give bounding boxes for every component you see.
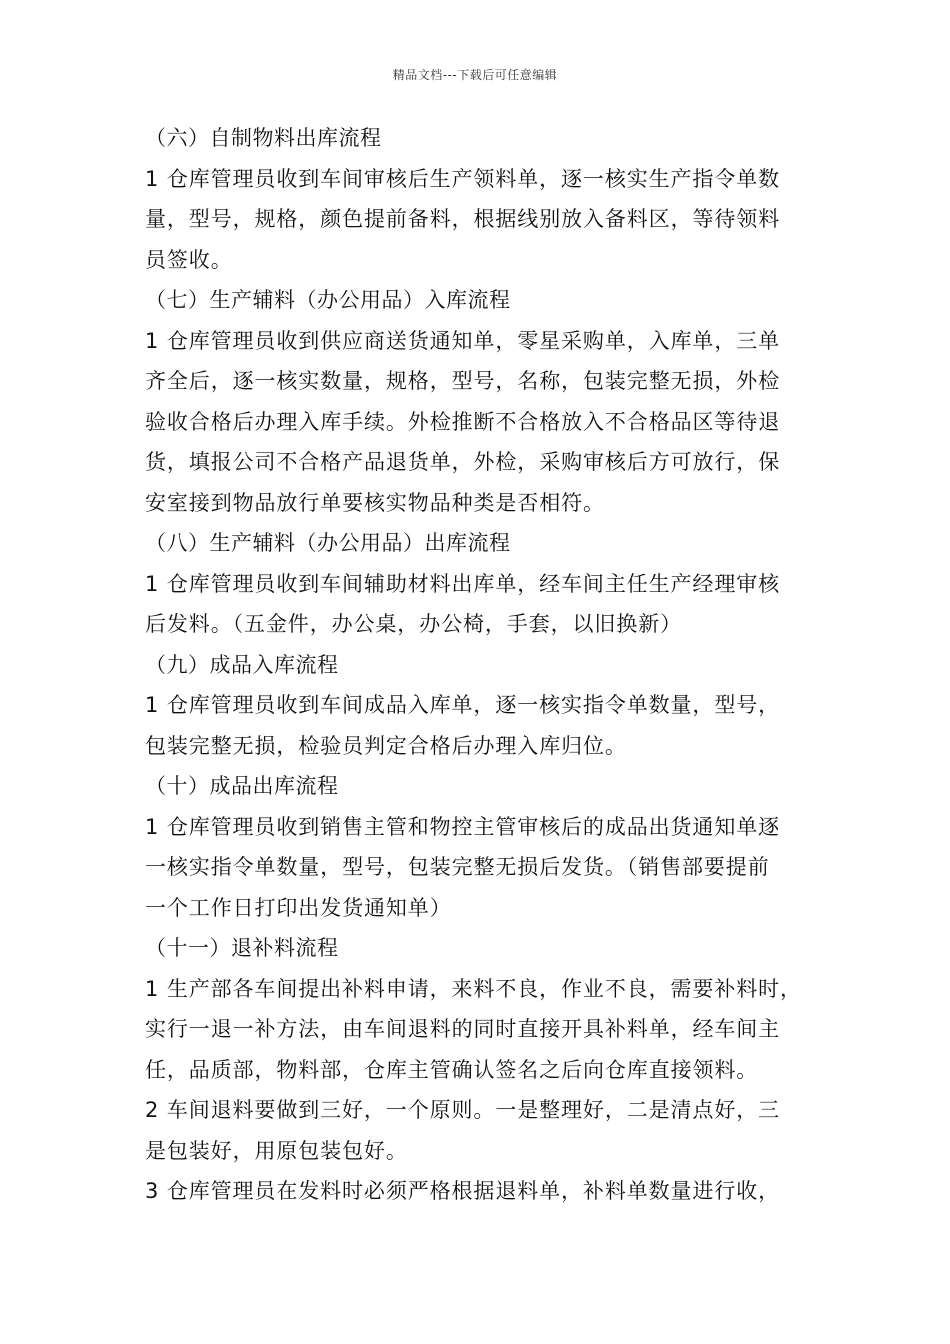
paragraph-line: 一个工作日打印出发货通知单） [145, 895, 452, 920]
paragraph-line: 包装完整无损，检验员判定合格后办理入库归位。 [145, 733, 627, 758]
paragraph-line: 货，填报公司不合格产品退货单，外检，采购审核后方可放行，保 [145, 450, 781, 474]
paragraph-line: 任，品质部，物料部，仓库主管确认签名之后向仓库直接领料。 [145, 1057, 759, 1082]
section-heading: （八）生产辅料（办公用品）出库流程 [145, 531, 511, 555]
paragraph-line: 1 生产部各车间提出补料申请，来料不良，作业不良，需要补料时， [145, 976, 802, 1001]
section-heading: （十）成品出库流程 [145, 774, 339, 798]
page-header: 精品文档---下载后可任意编辑 [392, 68, 558, 82]
paragraph-line: 齐全后，逐一核实数量，规格，型号，名称，包装完整无损，外检 [145, 369, 781, 393]
paragraph-line: 后发料。（五金件，办公桌，办公椅，手套，以旧换新） [145, 612, 682, 636]
paragraph-line: 是包装好，用原包装包好。 [145, 1138, 408, 1163]
paragraph-line: 1 仓库管理员收到车间辅助材料出库单，经车间主任生产经理审核 [145, 571, 781, 596]
paragraph-line: 1 仓库管理员收到销售主管和物控主管审核后的成品出货通知单逐 [145, 814, 781, 839]
paragraph-line: 量，型号，规格，颜色提前备料，根据线别放入备料区，等待领料 [145, 207, 781, 231]
section-heading: （六）自制物料出库流程 [145, 126, 382, 150]
section-heading: （七）生产辅料（办公用品）入库流程 [145, 288, 511, 312]
paragraph-line: 1 仓库管理员收到供应商送货通知单，零星采购单，入库单，三单 [145, 328, 781, 353]
paragraph-line: 2 车间退料要做到三好，一个原则。一是整理好，二是清点好，三 [145, 1098, 781, 1122]
section-heading: （九）成品入库流程 [145, 652, 339, 677]
paragraph-line: 1 仓库管理员收到车间成品入库单，逐一核实指令单数量，型号， [145, 693, 781, 717]
paragraph-line: 员签收。 [145, 247, 233, 272]
paragraph-line: 3 仓库管理员在发料时必须严格根据退料单，补料单数量进行收， [145, 1179, 781, 1203]
paragraph-line: 验收合格后办理入库手续。外检推断不合格放入不合格品区等待退 [145, 409, 781, 434]
paragraph-line: 一核实指令单数量，型号，包装完整无损后发货。（销售部要提前 [145, 855, 770, 879]
paragraph-line: 实行一退一补方法，由车间退料的同时直接开具补料单，经车间主 [145, 1017, 781, 1041]
document-body [145, 118, 817, 1212]
paragraph-line: 1 仓库管理员收到车间审核后生产领料单，逐一核实生产指令单数 [145, 166, 781, 191]
paragraph-line: 安室接到物品放行单要核实物品种类是否相符。 [145, 490, 605, 515]
section-heading: （十一）退补料流程 [145, 936, 339, 960]
